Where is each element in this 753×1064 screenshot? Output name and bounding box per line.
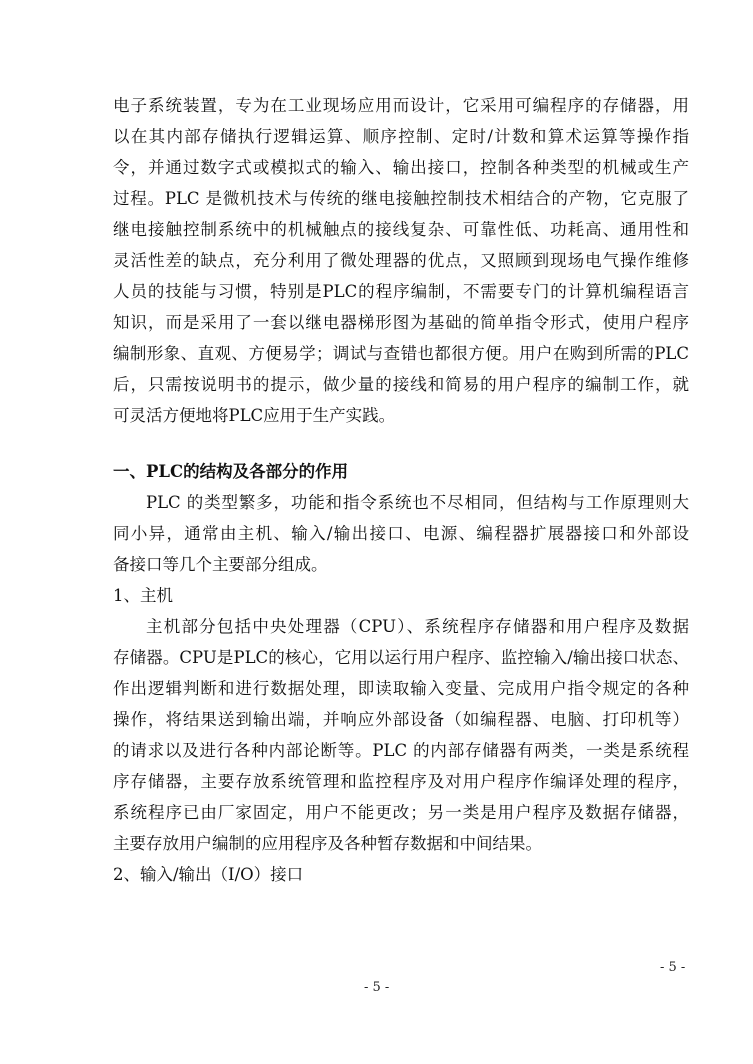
paragraph-line: 过程。PLC 是微机技术与传统的继电接触控制技术相结合的产物，它克服了 xyxy=(113,189,689,208)
paragraph-line: 的请求以及进行各种内部论断等。PLC 的内部存储器有两类，一类是系统程 xyxy=(113,741,689,760)
paragraph-line: 主机部分包括中央处理器（CPU）、系统程序存储器和用户程序及数据 xyxy=(146,617,689,636)
paragraph-line: 备接口等几个主要部分组成。 xyxy=(113,555,328,574)
paragraph-line: 操作，将结果送到输出端，并响应外部设备（如编程器、电脑、打印机等） xyxy=(113,710,689,729)
section-heading: 一、PLC的结构及各部分的作用 xyxy=(113,462,349,481)
paragraph-line: 系统程序已由厂家固定，用户不能更改；另一类是用户程序及数据存储器， xyxy=(113,803,689,822)
paragraph-line: 后，只需按说明书的提示，做少量的接线和简易的用户程序的编制工作，就 xyxy=(113,375,689,394)
paragraph-line: 以在其内部存储执行逻辑运算、顺序控制、定时/计数和算术运算等操作指 xyxy=(113,127,689,146)
paragraph-line: 继电接触控制系统中的机械触点的接线复杂、可靠性低、功耗高、通用性和 xyxy=(113,220,689,239)
paragraph-intro xyxy=(113,90,689,431)
subsection-title-io: 2、输入/输出（I/O）接口 xyxy=(113,865,304,884)
paragraph-line: 电子系统装置，专为在工业现场应用而设计，它采用可编程序的存储器，用 xyxy=(113,96,689,115)
paragraph-line: 同小异，通常由主机、输入/输出接口、电源、编程器扩展器接口和外部设 xyxy=(113,524,689,543)
paragraph-line: 编制形象、直观、方便易学；调试与查错也都很方便。用户在购到所需的PLC xyxy=(113,344,689,363)
page-number-right: - 5 - xyxy=(660,960,686,975)
paragraph-line: 作出逻辑判断和进行数据处理，即读取输入变量、完成用户指令规定的各种 xyxy=(113,679,689,698)
page-number-center: - 5 - xyxy=(364,980,390,995)
paragraph-line: 存储器。CPU是PLC的核心，它用以运行用户程序、监控输入/输出接口状态、 xyxy=(113,648,689,667)
paragraph-line: PLC 的类型繁多，功能和指令系统也不尽相同，但结构与工作原理则大 xyxy=(146,493,689,512)
paragraph-line: 知识，而是采用了一套以继电器梯形图为基础的简单指令形式，使用户程序 xyxy=(113,313,689,332)
paragraph-line: 人员的技能与习惯，特别是PLC的程序编制，不需要专门的计算机编程语言 xyxy=(113,282,689,301)
paragraph-line: 可灵活方便地将PLC应用于生产实践。 xyxy=(113,406,396,425)
paragraph-line: 主要存放用户编制的应用程序及各种暂存数据和中间结果。 xyxy=(113,834,542,853)
paragraph-line: 序存储器，主要存放系统管理和监控程序及对用户程序作编译处理的程序， xyxy=(113,772,689,791)
section-structure xyxy=(113,456,689,890)
paragraph-line: 灵活性差的缺点，充分利用了微处理器的优点，又照顾到现场电气操作维修 xyxy=(113,251,689,270)
subsection-title-host: 1、主机 xyxy=(113,586,173,605)
paragraph-line: 令，并通过数字式或模拟式的输入、输出接口，控制各种类型的机械或生产 xyxy=(113,158,689,177)
